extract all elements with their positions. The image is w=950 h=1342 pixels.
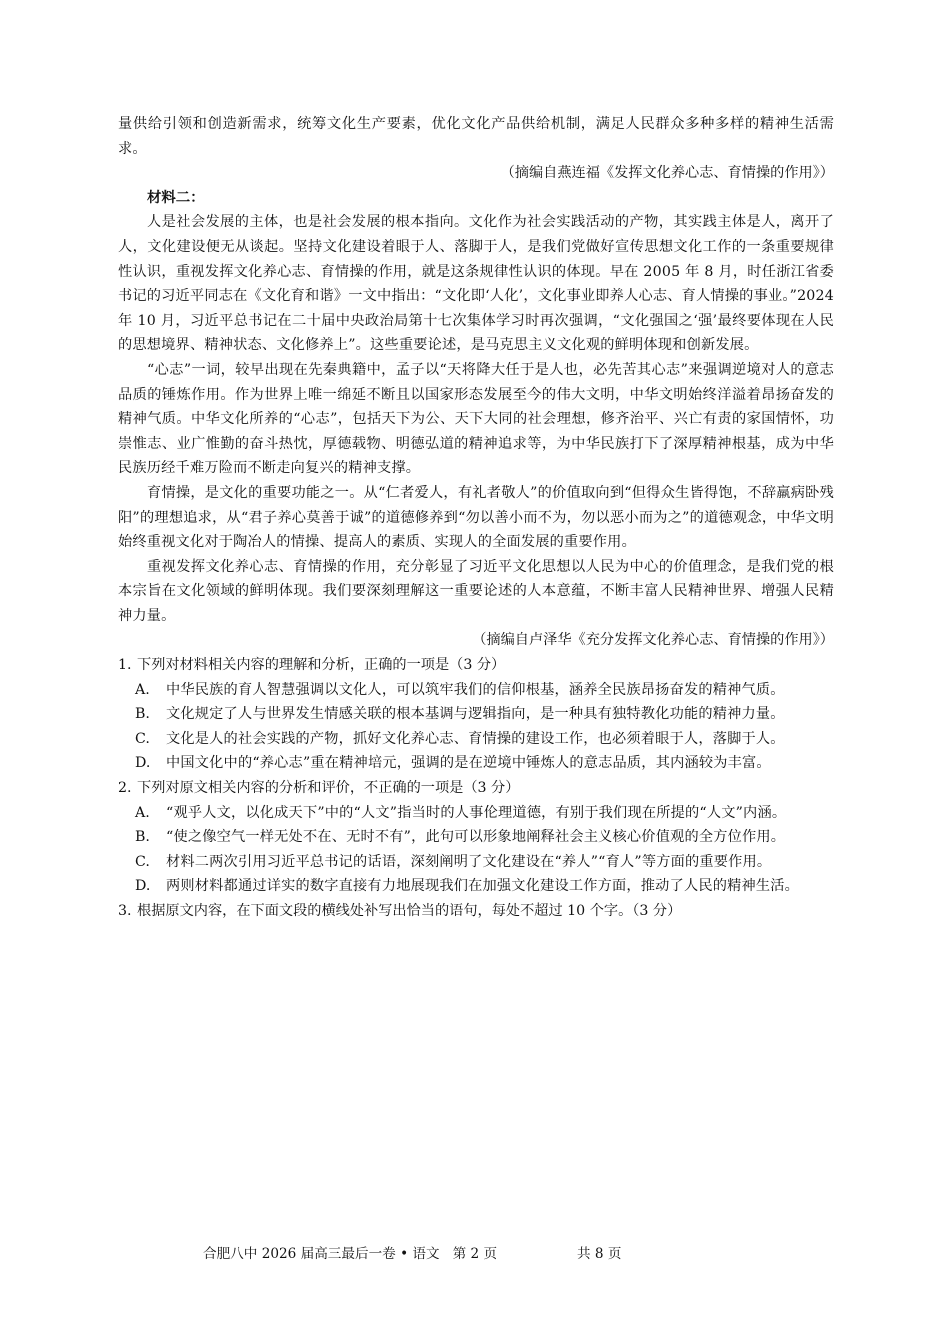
- option-letter: D.: [135, 878, 151, 895]
- option-letter: B.: [135, 829, 150, 846]
- material2-paragraph: 人是社会发展的主体，也是社会发展的根本指向。文化作为社会实践活动的产物，其实践主体是人，离开了人，文化建设便无从谈起。坚持文化建设着眼于人、落脚于人，是我们党做好宣传思想文化工作的一条重要规律性认识，重视发挥文化养心志、育情操的作用，就是这条规律性认识的体现。早在 2005 年 8 月，时任浙江省委书记的习近平同志在《文化育和谐》一文中指出：“文化即‘人化’，文化事业即养人心志、育人情操的事业。”2024 年 10 月，习近平总书记在二十届中央政治局第十七次集体学习时再次强调，“文化强国之‘强’最终要体现在人民的思想境界、精神状态、文化修养上”。这些重要论述，是马克思主义文化观的鲜明体现和创新发展。: [118, 214, 834, 354]
- option-text: 中华民族的育人智慧强调以文化人，可以筑牢我们的信仰根基，涵养全民族昂扬奋发的精神气质。: [166, 681, 785, 698]
- question-1-option-b: [118, 702, 834, 727]
- question-text: 下列对材料相关内容的理解和分析，正确的一项是（3 分）: [137, 657, 506, 674]
- question-2-option-d: [118, 874, 834, 899]
- question-text: 下列对原文相关内容的分析和评价，不正确的一项是（3 分）: [137, 780, 520, 797]
- option-text: “使之像空气一样无处不在、无时不有”，此句可以形象地阐释社会主义核心价值观的全方位作用。: [166, 829, 786, 846]
- option-letter: D.: [135, 755, 151, 772]
- question-number: 2.: [118, 780, 132, 797]
- material2-paragraph: 育情操，是文化的重要功能之一。从“仁者爱人，有礼者敬人”的价值取向到“但得众生皆得饱，不辞羸病卧残阳”的理想追求，从“君子养心莫善于诚”的道德修养到“勿以善小而不为，勿以恶小而为之”的道德观念，中华文明始终重视文化对于陶冶人的情操、提高人的素质、实现人的全面发展的重要作用。: [118, 484, 834, 551]
- option-text: 中国文化中的“养心志”重在精神培元，强调的是在逆境中锤炼人的意志品质，其内涵较为丰富。: [166, 755, 771, 772]
- footer-page-count: 共 8 页: [577, 1246, 622, 1262]
- material2-heading: 材料二：: [147, 188, 205, 206]
- question-1-option-d: [118, 751, 834, 776]
- question-1-option-c: [118, 727, 834, 752]
- option-letter: C.: [135, 730, 150, 747]
- question-number: 3.: [118, 903, 132, 919]
- option-letter: A.: [135, 681, 150, 698]
- question-3-stem: [118, 899, 834, 924]
- material1-tail-paragraph: 量供给引领和创造新需求，统筹文化生产要素，优化文化产品供给机制，满足人民群众多种多样的精神生活需求。: [118, 116, 834, 157]
- material1-source: （摘编自燕连福《发挥文化养心志、育情操的作用》）: [500, 165, 834, 182]
- option-letter: A.: [135, 804, 150, 821]
- option-text: 文化是人的社会实践的产物，抓好文化养心志、育情操的建设工作，也必须着眼于人，落脚于人。: [166, 730, 785, 747]
- option-text: 两则材料都通过详实的数字直接有力地展现我们在加强文化建设工作方面，推动了人民的精神生活。: [166, 878, 800, 895]
- footer-exam-title: 合肥八中 2026 届高三最后一卷 • 语文 第 2 页: [203, 1246, 498, 1262]
- question-2-option-a: [118, 801, 834, 826]
- question-2-option-b: [118, 825, 834, 850]
- option-letter: C.: [135, 853, 150, 870]
- option-text: 材料二两次引用习近平总书记的话语，深刻阐明了文化建设在“养人”“育人”等方面的重要作用。: [166, 853, 772, 870]
- question-number: 1.: [118, 657, 132, 674]
- question-2-option-c: [118, 850, 834, 875]
- option-letter: B.: [135, 706, 150, 723]
- question-1-option-a: [118, 678, 834, 703]
- option-text: 文化规定了人与世界发生情感关联的根本基调与逻辑指向，是一种具有独特教化功能的精神力量。: [166, 706, 785, 723]
- question-text: 根据原文内容，在下面文段的横线处补写出恰当的语句，每处不超过 10 个字。（3 分）: [137, 903, 682, 919]
- question-1-stem: [118, 653, 834, 678]
- exam-page: [118, 112, 834, 924]
- question-2-stem: [118, 776, 834, 801]
- material2-paragraph: 重视发挥文化养心志、育情操的作用，充分彰显了习近平文化思想以人民为中心的价值理念，是我们党的根本宗旨在文化领域的鲜明体现。我们要深刻理解这一重要论述的人本意蕴，不断丰富人民精神世界、增强人民精神力量。: [118, 558, 834, 624]
- material2-paragraph: “心志”一词，较早出现在先秦典籍中，孟子以“天将降大任于是人也，必先苦其心志”来强调逆境对人的意志品质的锤炼作用。作为世界上唯一绵延不断且以国家形态发展至今的伟大文明，中华文明始终洋溢着昂扬奋发的精神气质。中华文化所养的“心志”，包括天下为公、天下大同的社会理想，修齐治平、兴亡有责的家国情怀，功崇惟志、业广惟勤的奋斗热忱，厚德载物、明德弘道的精神追求等，为中华民族打下了深厚精神根基，成为中华民族历经千难万险而不断走向复兴的精神支撑。: [118, 361, 834, 477]
- option-text: “观乎人文，以化成天下”中的“人文”指当时的人事伦理道德，有别于我们现在所提的“人文”内涵。: [166, 804, 787, 821]
- material2-source: （摘编自卢泽华《充分发挥文化养心志、育情操的作用》）: [472, 632, 834, 649]
